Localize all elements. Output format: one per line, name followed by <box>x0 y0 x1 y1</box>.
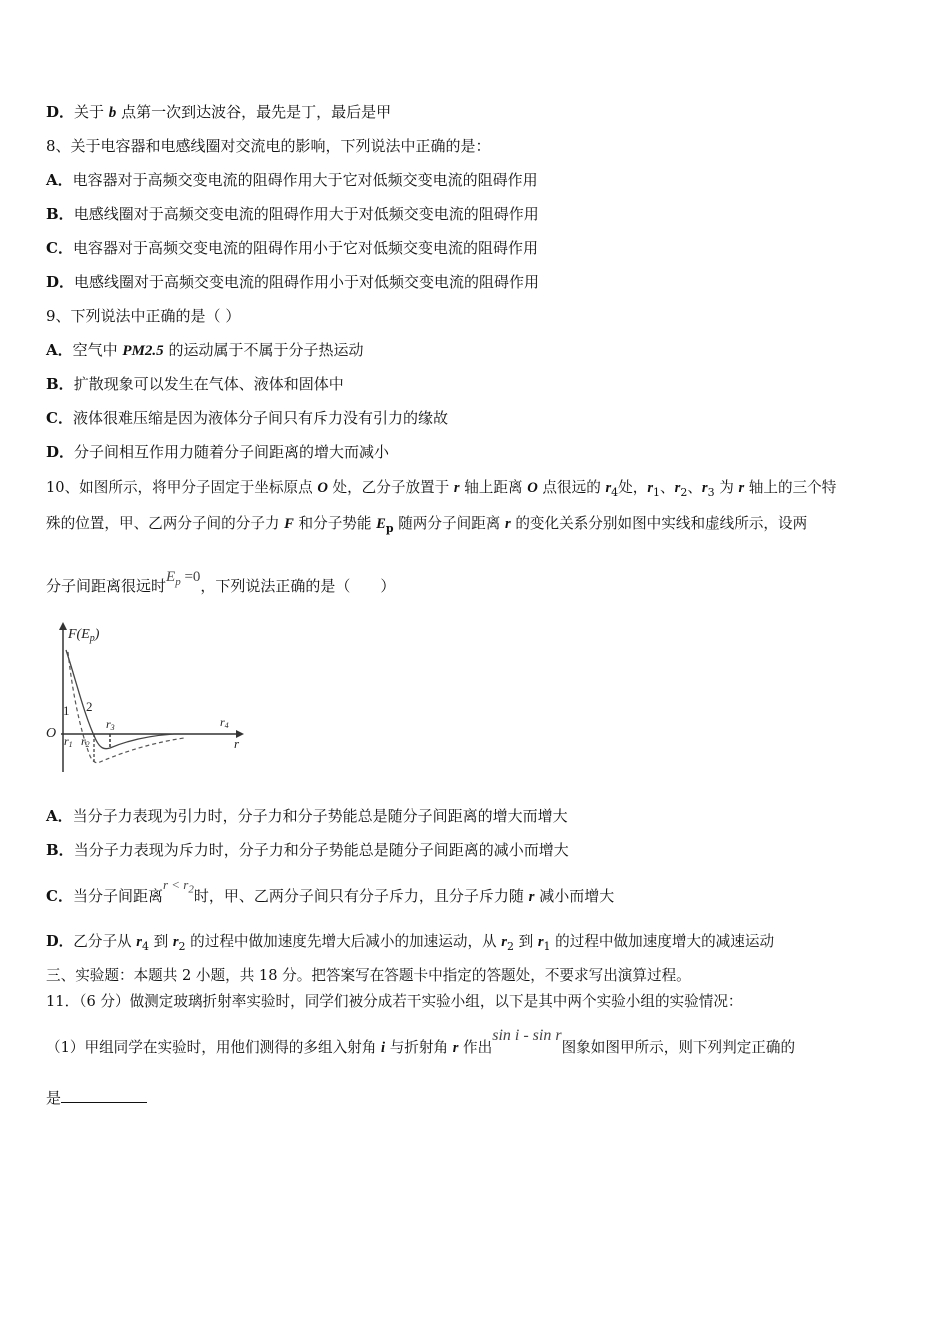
q10-option-a: A．当分子力表现为引力时，分子力和分子势能总是随分子间距离的增大而增大 <box>46 807 568 825</box>
q9-option-c: C．液体很难压缩是因为液体分子间只有斥力没有引力的缘故 <box>46 409 448 427</box>
q9-option-d: D．分子间相互作用力随着分子间距离的增大而减小 <box>46 443 390 461</box>
q7-option-d: D．关于 b 点第一次到达波谷，最先是丁，最后是甲 <box>46 103 392 121</box>
q8-option-a: A．电容器对于高频交变电流的阻碍作用大于它对低频交变电流的阻碍作用 <box>46 171 538 189</box>
q10-stem-line3: 分子间距离很远时$E_p =0$，下列说法正确的是（ ） <box>46 569 396 595</box>
origin-label: O <box>46 726 57 741</box>
section-3-heading: 三、实验题：本题共 2 小题，共 18 分。把答案写在答题卡中指定的答题处，不要求写出演算过程。 <box>46 967 691 984</box>
q9-stem: 9、下列说法中正确的是（ ） <box>46 307 241 325</box>
q11-part1-answer: 是 <box>46 1088 147 1108</box>
r1-label: r1 <box>64 734 73 749</box>
q9-option-b: B．扩散现象可以发生在气体、液体和固体中 <box>46 375 344 393</box>
q10-graph <box>44 620 248 778</box>
q11-part1: （1）甲组同学在实验时，用他们测得的多组入射角 i 与折射角 r 作出sin i - sin r图象如图甲所示，则下列判定正确的 <box>46 1027 796 1056</box>
q10-stem-line1: 10、如图所示，将甲分子固定于坐标原点 O 处，乙分子放置于 r 轴上距离 O 点很远的 $r_4$处，$r_1$、$r_2$、$r_3$ 为 r 轴上的三个特 <box>46 479 837 499</box>
q10-stem-line2: 殊的位置，甲、乙两分子间的分子力 F 和分子势能 $E_p$ 随两分子间距离 r 的变化关系分别如图中实线和虚线所示，设两 <box>46 515 808 535</box>
y-axis-arrow <box>59 622 67 630</box>
r3-label: r3 <box>106 717 115 732</box>
answer-blank[interactable] <box>61 1088 147 1103</box>
curve-label-2: 2 <box>86 699 93 714</box>
q9-option-a: A．空气中 PM2.5 的运动属于不属于分子热运动 <box>46 341 364 359</box>
q10-option-c: C．当分子间距离$r < r_2$时，甲、乙两分子间只有分子斥力，且分子斥力随 r 减小而增大 <box>46 877 615 905</box>
q11-stem: 11．（6 分）做测定玻璃折射率实验时，同学们被分成若干实验小组，以下是其中两个实验小组的实验情况： <box>46 993 743 1010</box>
y-axis-label: $F(E_p)$ <box>68 627 100 644</box>
r4-label: r4 <box>220 715 229 730</box>
r2-label: r2 <box>81 734 90 749</box>
curve-label-1: 1 <box>63 703 70 718</box>
q8-option-c: C．电容器对于高频交变电流的阻碍作用小于它对低频交变电流的阻碍作用 <box>46 239 538 257</box>
x-axis-label: r <box>234 736 240 751</box>
q10-option-b: B．当分子力表现为斥力时，分子力和分子势能总是随分子间距离的减小而增大 <box>46 841 569 859</box>
q10-option-d: D．乙分子从 $r_4$ 到 $r_2$ 的过程中做加速度先增大后减小的加速运动，从 $r_2$ 到 $r_1$ 的过程中做加速度增大的减速运动 <box>46 933 775 953</box>
q8-option-b: B．电感线圈对于高频交变电流的阻碍作用大于对低频交变电流的阻碍作用 <box>46 205 539 223</box>
q8-stem: 8、关于电容器和电感线圈对交流电的影响，下列说法中正确的是： <box>46 137 491 155</box>
q8-option-d: D．电感线圈对于高频交变电流的阻碍作用小于对低频交变电流的阻碍作用 <box>46 273 540 291</box>
